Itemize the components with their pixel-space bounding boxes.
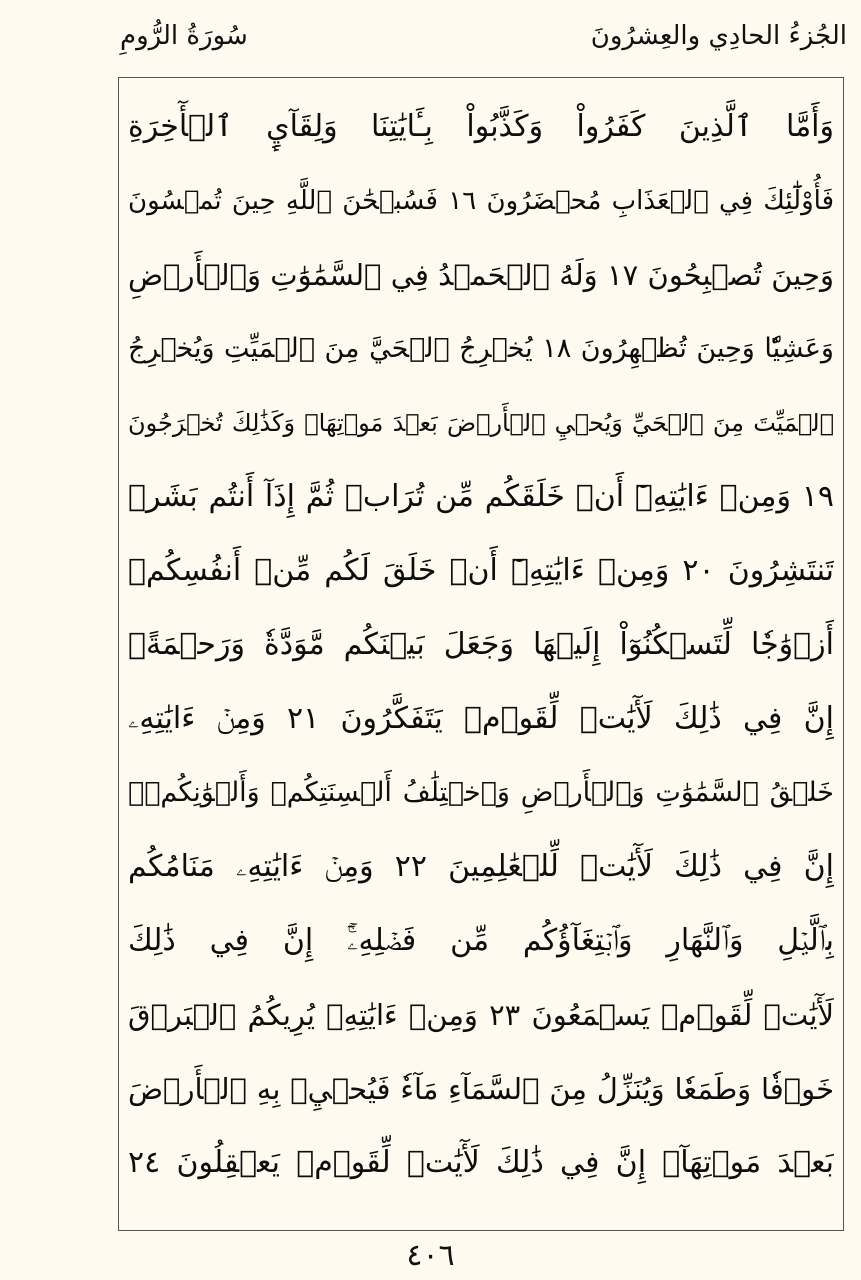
text-line: خَلۡقُ ٱلسَّمَٰوَٰتِ وَٱلۡأَرۡضِ وَٱخۡتِلَٰفُ أَلۡسِنَتِكُمۡ وَأَلۡوَٰنِكُمۡۚ [128,777,834,808]
page-number: ٤٠٦ [406,1238,455,1273]
text-line: وَحِينَ تُصۡبِحُونَ ١٧ وَلَهُ ٱلۡحَمۡدُ فِي ٱلسَّمَٰوَٰتِ وَٱلۡأَرۡضِ [128,258,834,292]
text-line: بِٱلَّيۡلِ وَٱلنَّهَارِ وَٱبۡتِغَآؤُكُم مِّن فَضۡلِهِۦٓۚ إِنَّ فِي ذَٰلِكَ [128,923,834,958]
text-line: لَأٓيَٰتٖ لِّقَوۡمٖ يَسۡمَعُونَ ٢٣ وَمِنۡ ءَايَٰتِهِۦ يُرِيكُمُ ٱلۡبَرۡقَ [128,998,834,1032]
text-line: خَوۡفٗا وَطَمَعٗا وَيُنَزِّلُ مِنَ ٱلسَّمَآءِ مَآءٗ فَيُحۡيِۦ بِهِ ٱلۡأَرۡضَ [128,1072,834,1106]
surah-title: سُورَةُ الرُّومِ [120,21,248,51]
text-line: أَزۡوَٰجٗا لِّتَسۡكُنُوٓاْ إِلَيۡهَا وَجَعَلَ بَيۡنَكُم مَّوَدَّةٗ وَرَحۡمَةًۚ [128,627,834,662]
text-line: فَأُوْلَٰٓئِكَ فِي ٱلۡعَذَابِ مُحۡضَرُونَ ١٦ فَسُبۡحَٰنَ ٱللَّهِ حِينَ تُمۡسُونَ [128,186,834,216]
text-line: إِنَّ فِي ذَٰلِكَ لَأٓيَٰتٖ لِّقَوۡمٖ يَتَفَكَّرُونَ ٢١ وَمِنۡ ءَايَٰتِهِۦ [128,701,834,736]
text-line: ١٩ وَمِنۡ ءَايَٰتِهِۦٓ أَنۡ خَلَقَكُم مِّن تُرَابٖ ثُمَّ إِذَآ أَنتُم بَشَرٞ [128,479,834,514]
text-line: إِنَّ فِي ذَٰلِكَ لَأٓيَٰتٖ لِّلۡعَٰلِمِينَ ٢٢ وَمِنۡ ءَايَٰتِهِۦ مَنَامُكُم [128,849,834,884]
juz-title: الجُزءُ الحادِي والعِشرُونَ [590,21,847,51]
text-line: بَعۡدَ مَوۡتِهَآۚ إِنَّ فِي ذَٰلِكَ لَأٓيَٰتٖ لِّقَوۡمٖ يَعۡقِلُونَ ٢٤ [128,1145,834,1180]
text-line: وَأَمَّا ٱلَّذِينَ كَفَرُواْ وَكَذَّبُواْ بِـَٔايَٰتِنَا وَلِقَآيِٕ ٱلۡأٓخِرَةِ [128,109,834,144]
page-header [0,8,861,68]
text-line: ٱلۡمَيِّتَ مِنَ ٱلۡحَيِّ وَيُحۡيِ ٱلۡأَرۡضَ بَعۡدَ مَوۡتِهَاۚ وَكَذَٰلِكَ تُخۡرَجُونَ [128,409,834,437]
text-line: وَعَشِيّٗا وَحِينَ تُظۡهِرُونَ ١٨ يُخۡرِجُ ٱلۡحَيَّ مِنَ ٱلۡمَيِّتِ وَيُخۡرِجُ [128,333,834,364]
text-line: تَنتَشِرُونَ ٢٠ وَمِنۡ ءَايَٰتِهِۦٓ أَنۡ خَلَقَ لَكُم مِّنۡ أَنفُسِكُمۡ [128,553,834,588]
quran-text-block [128,92,834,1222]
